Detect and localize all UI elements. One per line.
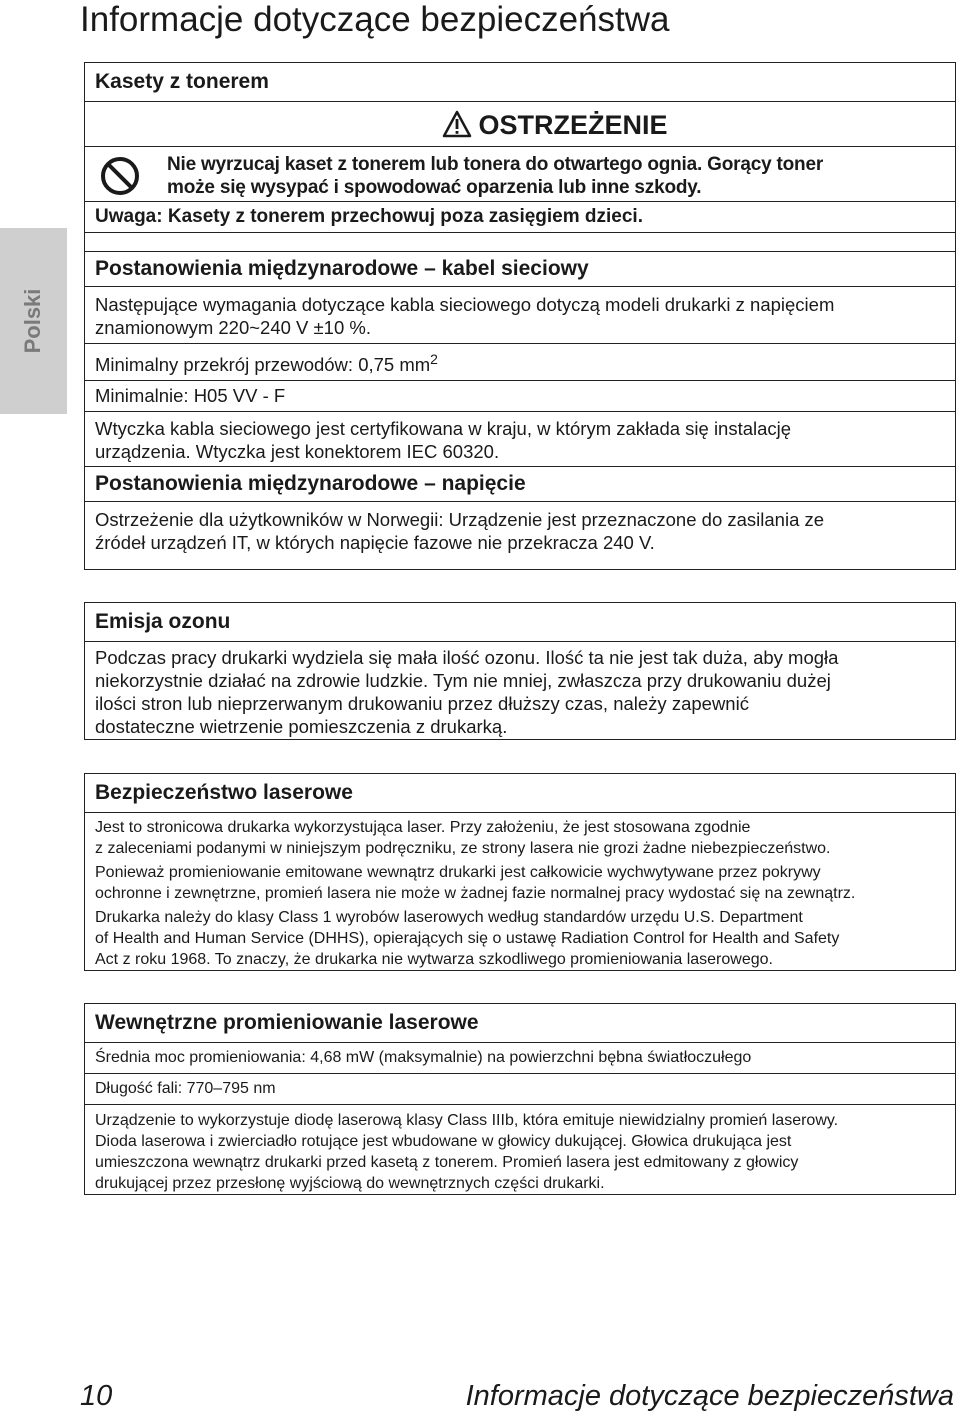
voltage-heading: Postanowienia międzynarodowe – napięcie bbox=[85, 467, 955, 502]
toner-and-cable-section bbox=[84, 62, 956, 570]
prohibition-icon bbox=[99, 155, 141, 202]
internal-laser-description: Urządzenie to wykorzystuje diodę laserową klasy Class IIIb, która emituje niewidzialny promień laserowy. Dioda laserowa i zwierciadło rotujące jest wbudowane w głowicy dukującej. Głowica drukująca jest umieszczona wewnątrz drukarki przed kasetą z tonerem. Promień lasera jest edmitowany z głowicy drukującej przez przesłonę wyjściową do wewnętrznych części drukarki. bbox=[95, 1112, 839, 1192]
toner-note: Uwaga: Kasety z tonerem przechowuj poza zasięgiem dzieci. bbox=[85, 202, 955, 233]
internal-laser-section bbox=[84, 1003, 956, 1195]
cable-requirements-text: Następujące wymagania dotyczące kabla sieciowego dotyczą modeli drukarki z napięciem znamionowym 220~240 V ±10 %. bbox=[85, 287, 955, 344]
cable-heading: Postanowienia międzynarodowe – kabel sieciowy bbox=[85, 251, 955, 287]
warning-body bbox=[85, 147, 955, 202]
internal-laser-heading: Wewnętrzne promieniowanie laserowe bbox=[85, 1004, 955, 1043]
ozone-section bbox=[84, 602, 956, 740]
warning-header bbox=[85, 102, 955, 147]
internal-laser-power: Średnia moc promieniowania: 4,68 mW (maksymalnie) na powierzchni bębna światłoczułego bbox=[85, 1043, 955, 1074]
footer-title: Informacje dotyczące bezpieczeństwa bbox=[465, 1380, 954, 1412]
page-title: Informacje dotyczące bezpieczeństwa bbox=[80, 0, 670, 39]
cable-cross-section: Minimalny przekrój przewodów: 0,75 $mm^2$ bbox=[85, 344, 955, 381]
page-number: 10 bbox=[80, 1380, 113, 1412]
language-side-tab bbox=[0, 228, 67, 414]
cable-minimum-type: Minimalnie: H05 VV - F bbox=[85, 381, 955, 412]
ozone-text: Podczas pracy drukarki wydziela się mała ilość ozonu. Ilość ta nie jest tak duża, aby mogła niekorzystnie działać na zdrowie ludzkie. Tym nie mniej, zwłaszcza przy drukowaniu dużej ilości stron lub nieprzerwanym drukowaniu przez dłuższy czas, należy zapewnić dostateczne wietrzenie pomieszczenia z drukarką. bbox=[95, 647, 839, 737]
laser-safety-heading: Bezpieczeństwo laserowe bbox=[85, 774, 955, 813]
laser-safety-p2: Ponieważ promieniowanie emitowane wewnątrz drukarki jest całkowicie wychwytywane przez pokrywy ochronne i zewnętrzne, promień lasera nie może w żadnej fazie normalnej pracy wydostać się na zewnątrz. bbox=[95, 864, 856, 902]
internal-laser-wavelength: Długość fali: 770–795 nm bbox=[85, 1074, 955, 1105]
laser-safety-p3: Drukarka należy do klasy Class 1 wyrobów laserowych według standardów urzędu U.S. Department of Health and Human Service (DHHS), opierających się o ustawę Radiation Control for Health and Safety Act z roku 1968. To znaczy, że drukarka nie wytwarza szkodliwego promieniowania laserowego. bbox=[95, 909, 840, 968]
voltage-text: Ostrzeżenie dla użytkowników w Norwegii: Urządzenie jest przeznaczone do zasilania ze źródeł urządzeń IT, w których napięcie fazowe nie przekracza 240 V. bbox=[95, 509, 825, 554]
laser-safety-p1: Jest to stronicowa drukarka wykorzystująca laser. Przy założeniu, że jest stosowana zgodnie z zaleceniami podanymi w niniejszym podręczniku, ze strony lasera nie grozi żadne niebezpieczeństwo. bbox=[95, 819, 831, 857]
toner-heading: Kasety z tonerem bbox=[85, 63, 955, 102]
warning-text: Nie wyrzucaj kaset z tonerem lub tonera do otwartego ognia. Gorący toner może się wysypać i spowodować oparzenia lub inne szkody. bbox=[167, 154, 824, 198]
ozone-heading: Emisja ozonu bbox=[85, 603, 955, 642]
cable-plug-text: Wtyczka kabla sieciowego jest certyfikowana w kraju, w którym zakłada się instalację urządzenia. Wtyczka jest konektorem IEC 60320. bbox=[85, 412, 955, 467]
laser-safety-section bbox=[84, 773, 956, 971]
warning-triangle-icon bbox=[442, 106, 472, 152]
side-tab-label: Polski bbox=[20, 288, 45, 354]
warning-label: OSTRZEŻENIE bbox=[478, 110, 668, 140]
